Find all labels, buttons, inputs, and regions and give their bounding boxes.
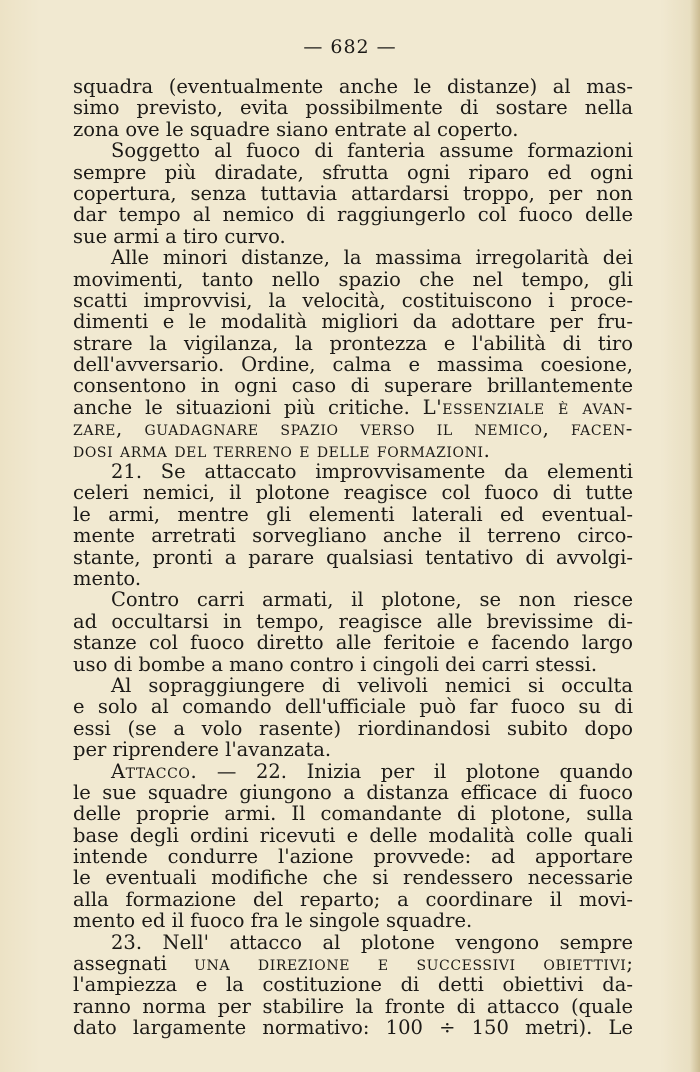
text-line: dar tempo al nemico di raggiungerlo col fuoco delle [73, 203, 633, 227]
emphasis-text: L'essenziale è avan- [422, 395, 633, 419]
text-line: le sue squadre giungono a distanza efficace di fuoco [73, 780, 633, 804]
text-line: 23. Nell' attacco al plotone vengono sempre [111, 930, 633, 954]
emphasis-text: una direzione e successivi obiettivi [194, 952, 627, 976]
text-run: assegnati [73, 952, 195, 976]
text-line: base degli ordini ricevuti e delle modalità colle quali [73, 823, 633, 847]
text-line: ranno norma per stabilire la fronte di attacco (quale [73, 994, 633, 1018]
text-line: alla formazione del reparto; a coordinare il movi- [73, 887, 633, 911]
text-line: celeri nemici, il plotone reagisce col fuoco di tutte [73, 481, 633, 505]
text-run: — 22. Inizia per il plotone quando [197, 759, 633, 783]
text-line: Alle minori distanze, la massima irregolarità dei [111, 246, 633, 270]
text-line: strare la vigilanza, la prontezza e l'abilità di tiro [73, 331, 633, 355]
emphasis-line: zare, guadagnare spazio verso il nemico, facen- [73, 417, 633, 441]
text-line: e solo al comando dell'ufficiale può far fuoco su di [73, 695, 633, 719]
text-line [73, 397, 633, 418]
text-line: l'ampiezza e la costituzione di detti obiettivi da- [73, 973, 633, 997]
text-line [73, 761, 633, 782]
text-line: per riprendere l'avanzata. [73, 738, 332, 762]
text-line: Al sopraggiungere di velivoli nemici si occulta [111, 673, 633, 697]
text-line: zona ove le squadre siano entrate al coperto. [73, 117, 519, 141]
text-line: 21. Se attaccato improvvisamente da elementi [111, 460, 633, 484]
text-line: dell'avversario. Ordine, calma e massima coesione, [73, 353, 633, 377]
emphasis-line: dosi arma del terreno e delle formazioni. [73, 438, 491, 462]
text-line: le armi, mentre gli elementi laterali ed eventual- [73, 502, 633, 526]
text-line: scatti improvvisi, la velocità, costituiscono i proce- [73, 288, 633, 312]
text-line: dato largamente normativo: 100 ÷ 150 metri). Le [73, 1016, 633, 1040]
text-line: mento. [73, 566, 142, 590]
text-line: uso di bombe a mano contro i cingoli dei carri stessi. [73, 652, 598, 676]
text-line: mente arretrati sorvegliano anche il terreno circo- [73, 524, 633, 548]
text-line: simo previsto, evita possibilmente di sostare nella [73, 96, 633, 120]
section-heading: Attacco. [111, 759, 198, 783]
page-edge-shadow [690, 0, 700, 1072]
text-line: copertura, senza tuttavia attardarsi troppo, per non [73, 181, 633, 205]
text-line: squadra (eventualmente anche le distanze) al mas- [73, 75, 633, 98]
text-line: intende condurre l'azione provvede: ad apportare [73, 845, 633, 869]
text-line: dimenti e le modalità migliori da adottare per fru- [73, 310, 633, 334]
text-line: essi (se a volo rasente) riordinandosi subito dopo [73, 716, 633, 740]
page-number: — 682 — [303, 36, 397, 58]
page-body [73, 76, 633, 1039]
text-line: ad occultarsi in tempo, reagisce alle brevissime di- [73, 609, 633, 633]
text-line: sempre più diradate, sfrutta ogni riparo ed ogni [73, 160, 633, 184]
text-line: sue armi a tiro curvo. [73, 224, 286, 248]
text-line: movimenti, tanto nello spazio che nel tempo, gli [73, 267, 633, 291]
text-line: mento ed il fuoco fra le singole squadre. [73, 909, 473, 933]
text-run: ; [626, 952, 633, 976]
text-line [73, 953, 633, 974]
text-line: Contro carri armati, il plotone, se non riesce [111, 588, 633, 612]
text-line: consentono in ogni caso di superare brillantemente [73, 374, 633, 398]
text-line: Soggetto al fuoco di fanteria assume formazioni [111, 139, 633, 163]
text-line: delle proprie armi. Il comandante di plotone, sulla [73, 802, 633, 826]
text-line: le eventuali modifiche che si rendessero necessarie [73, 866, 633, 890]
text-run: anche le situazioni più critiche. [73, 395, 423, 419]
text-line: stanze col fuoco diretto alle feritoie e facendo largo [73, 631, 633, 655]
text-line: stante, pronti a parare qualsiasi tentativo di avvolgi- [73, 545, 633, 569]
